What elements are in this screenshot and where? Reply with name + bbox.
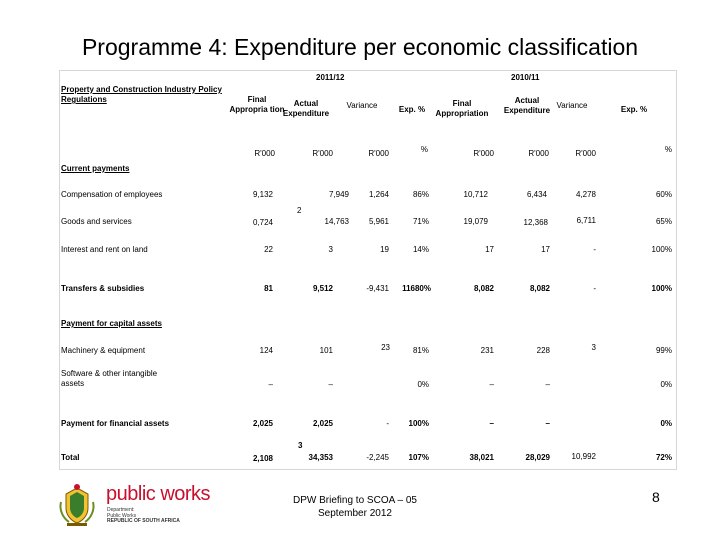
table-cell: – — [545, 419, 550, 428]
row-label-machinery: Machinery & equipment — [61, 346, 146, 355]
table-cell: -2,245 — [366, 453, 389, 462]
table-cell: 3 — [591, 343, 596, 352]
table-cell-fragment: 2 — [297, 206, 302, 215]
table-cell: 72% — [655, 453, 672, 462]
table-cell: 2,025 — [312, 419, 333, 428]
table-cell: 11680% — [402, 284, 431, 293]
table-cell: 10,992 — [571, 452, 596, 461]
unit-cell: % — [420, 145, 428, 154]
table-cell: 101 — [319, 346, 333, 355]
year-header-b: 2010/11 — [511, 73, 540, 82]
table-cell: 228 — [536, 346, 550, 355]
logo-wordmark: public works — [106, 483, 211, 505]
col-actual-expenditure-a: Actual Expenditure — [282, 99, 330, 118]
table-cell: 231 — [480, 346, 494, 355]
table-cell: 100% — [651, 245, 672, 254]
table-cell: 99% — [655, 346, 672, 355]
logo-sub-line: Department: — [107, 507, 135, 513]
table-cell: 81 — [264, 284, 273, 293]
col-exp-pct-b: Exp. % — [620, 105, 648, 114]
row-label-goods-services: Goods and services — [61, 217, 132, 226]
table-cell: 12,368 — [523, 218, 548, 227]
table-cell: - — [593, 284, 596, 293]
row-label-compensation: Compensation of employees — [61, 190, 163, 199]
table-cell: 4,278 — [575, 190, 596, 199]
table-cell: 2,108 — [252, 454, 273, 463]
table-cell: 5,961 — [368, 217, 389, 226]
unit-cell: R'000 — [312, 149, 333, 158]
unit-cell: R'000 — [528, 149, 549, 158]
table-cell: – — [545, 380, 550, 389]
group-current-payments: Current payments — [61, 164, 130, 173]
table-cell: 3 — [328, 245, 333, 254]
table-cell: 7,949 — [328, 190, 349, 199]
table-cell: 6,711 — [576, 216, 596, 225]
unit-cell: % — [664, 145, 672, 154]
table-cell: - — [593, 245, 596, 254]
table-cell: 60% — [655, 190, 672, 199]
col-final-appropriation-b: Final Appropriation — [435, 99, 489, 118]
table-cell: -9,431 — [366, 284, 389, 293]
table-cell: 22 — [264, 245, 273, 254]
unit-cell: R'000 — [575, 149, 596, 158]
page-number: 8 — [652, 489, 660, 505]
table-cell: 14,763 — [324, 217, 349, 226]
unit-cell: R'000 — [368, 149, 389, 158]
row-label-software: Software & other intangible assets — [61, 369, 158, 388]
table-cell: 38,021 — [469, 453, 494, 462]
table-cell: 8,082 — [473, 284, 494, 293]
table-cell: 9,132 — [252, 190, 273, 199]
table-cell: 100% — [651, 284, 672, 293]
table-cell: 100% — [408, 419, 429, 428]
table-cell: – — [489, 419, 494, 428]
table-cell: 2,025 — [252, 419, 273, 428]
table-cell: 107% — [408, 453, 429, 462]
table-cell: 19,079 — [463, 217, 488, 226]
row-label-interest: Interest and rent on land — [61, 245, 148, 254]
table-cell: 86% — [412, 190, 429, 199]
table-cell: 9,512 — [312, 284, 333, 293]
table-cell: – — [489, 380, 494, 389]
table-cell: 14% — [412, 245, 429, 254]
col-variance-a: Variance — [346, 101, 378, 110]
unit-cell: R'000 — [473, 149, 494, 158]
table-cell: – — [328, 380, 333, 389]
table-cell: 0% — [417, 380, 429, 389]
table-cell: 65% — [655, 217, 672, 226]
table-cell: - — [386, 419, 389, 428]
table-cell: 6,434 — [526, 190, 547, 199]
table-cell: 19 — [380, 245, 389, 254]
table-frame — [59, 70, 677, 470]
table-cell: 0% — [660, 380, 672, 389]
table-cell: 0% — [660, 419, 672, 428]
table-cell: 17 — [541, 245, 550, 254]
year-header-a: 2011/12 — [316, 73, 345, 82]
group-capital-assets: Payment for capital assets — [61, 319, 162, 328]
col-exp-pct-a: Exp. % — [398, 105, 426, 114]
unit-cell: R'000 — [254, 149, 275, 158]
table-cell: 10,712 — [463, 190, 488, 199]
table-cell: 34,353 — [308, 453, 333, 462]
table-cell: 17 — [485, 245, 494, 254]
logo-sub-line: REPUBLIC OF SOUTH AFRICA — [107, 518, 180, 525]
col-actual-expenditure-b: Actual Expenditure — [503, 96, 551, 115]
table-cell: – — [268, 380, 273, 389]
col-final-appropriation-a: Final Appropria tion — [229, 95, 285, 114]
table-cell: 71% — [412, 217, 429, 226]
table-cell: 8,082 — [529, 284, 550, 293]
slide-title: Programme 4: Expenditure per economic classification — [81, 34, 639, 60]
table-cell: 124 — [259, 346, 273, 355]
coat-of-arms-icon — [55, 482, 99, 528]
row-label-financial: Payment for financial assets — [61, 419, 170, 428]
logo-subtext — [107, 508, 180, 525]
table-cell: 28,029 — [525, 453, 550, 462]
logo-sub-line: Public Works — [107, 512, 137, 519]
row-label-total: Total — [61, 453, 80, 462]
table-cell-fragment: 3 — [298, 441, 303, 450]
table-cell: 1,264 — [368, 190, 389, 199]
table-cell: 81% — [412, 346, 429, 355]
section-heading: Property and Construction Industry Policy Regulations — [61, 85, 222, 104]
footer-briefing: DPW Briefing to SCOA – 05 September 2012 — [293, 495, 417, 519]
table-cell: 23 — [381, 343, 390, 352]
row-label-transfers: Transfers & subsidies — [61, 284, 145, 293]
col-variance-b: Variance — [556, 101, 588, 110]
table-cell: 0,724 — [252, 218, 273, 227]
